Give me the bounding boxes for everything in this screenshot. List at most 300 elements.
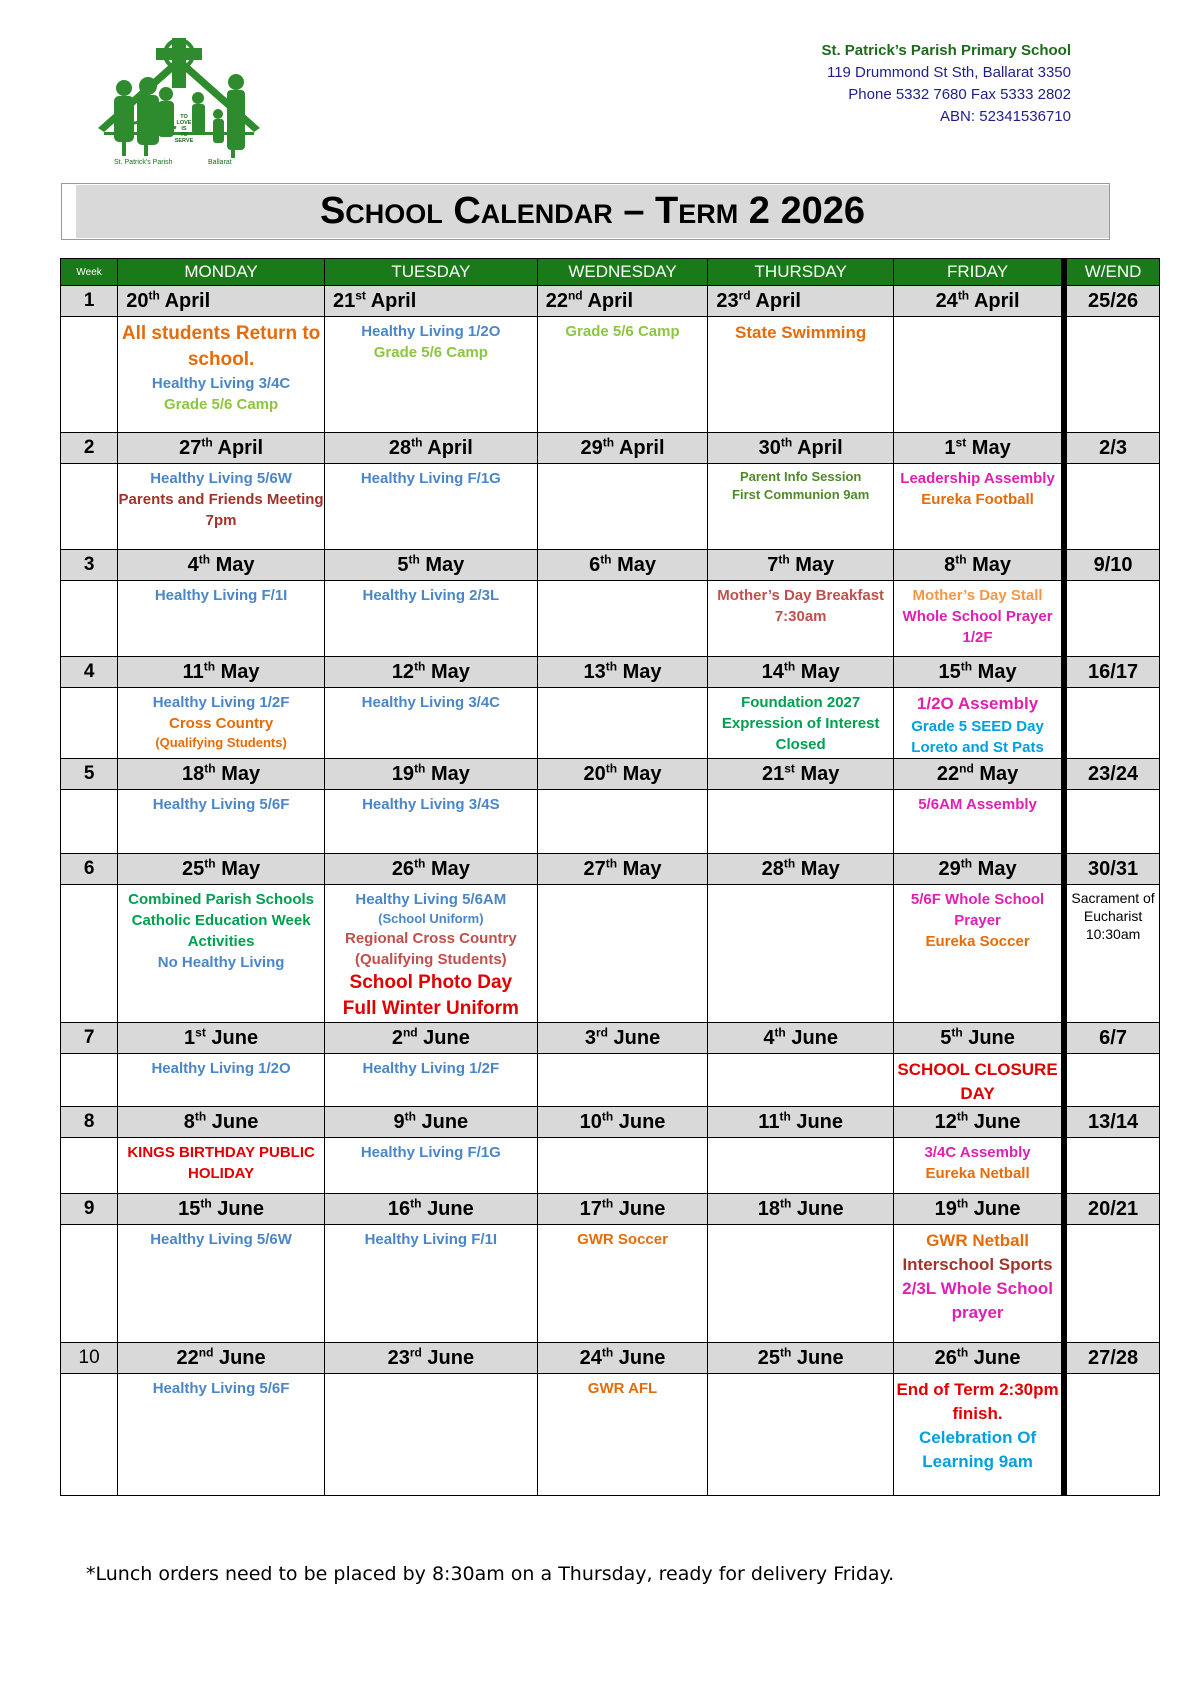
day-date — [118, 854, 325, 885]
events-cell — [1064, 1374, 1159, 1496]
day-date — [537, 1194, 708, 1225]
day-month: June — [423, 1026, 470, 1049]
day-suffix: th — [605, 658, 618, 673]
events-cell — [118, 1225, 325, 1343]
day-number: 4 — [763, 1026, 775, 1049]
day-date — [894, 433, 1065, 464]
weekend-dates: 20/21 — [1064, 1194, 1159, 1225]
calendar-event: Healthy Living 3/4C — [151, 375, 291, 392]
events-cell — [324, 885, 537, 1023]
day-date — [537, 1023, 708, 1054]
events-cell — [324, 464, 537, 550]
day-month: June — [973, 1197, 1021, 1220]
calendar-event: (School Uniform) — [378, 911, 484, 926]
events-cell — [894, 317, 1065, 433]
calendar-event: Grade 5 SEED Day Loreto and St Pats — [911, 718, 1044, 756]
calendar-event: 5/6F Whole School Prayer — [910, 891, 1045, 929]
events-cell — [1064, 581, 1159, 657]
day-month: May — [221, 857, 261, 880]
week-number: 2 — [61, 433, 118, 464]
day-number: 23 — [716, 289, 739, 312]
events-cell — [894, 1374, 1065, 1496]
day-number: 11 — [182, 660, 204, 683]
calendar-event: Healthy Living 5/6F — [152, 1380, 290, 1397]
day-number: 27 — [583, 857, 606, 880]
day-number: 15 — [178, 1197, 201, 1220]
date-row — [61, 854, 1160, 885]
week-number: 7 — [61, 1023, 118, 1054]
week-spacer — [61, 317, 118, 433]
weekend-dates: 25/26 — [1064, 286, 1159, 317]
weekend-dates: 9/10 — [1064, 550, 1159, 581]
school-name: St. Patrick’s Parish Primary School — [821, 42, 1071, 59]
day-number: 24 — [579, 1346, 602, 1369]
day-month: May — [800, 857, 840, 880]
events-cell — [1064, 1138, 1159, 1194]
day-suffix: st — [355, 287, 366, 302]
day-number: 7 — [767, 553, 779, 576]
calendar-event: GWR AFL — [587, 1380, 658, 1397]
week-number: 4 — [61, 657, 118, 688]
calendar-event: Cross Country — [168, 715, 274, 732]
events-cell — [118, 581, 325, 657]
day-suffix: th — [780, 1195, 792, 1210]
day-month: April — [755, 289, 801, 312]
date-row — [61, 550, 1160, 581]
day-month: May — [977, 857, 1017, 880]
day-date — [537, 1343, 708, 1374]
logo-motto-3: IS — [181, 126, 187, 132]
day-month: May — [430, 660, 470, 683]
day-month: June — [973, 1110, 1021, 1133]
day-number: 25 — [182, 857, 205, 880]
events-row — [61, 317, 1160, 433]
day-month: June — [218, 1346, 266, 1369]
logo-motto-1: TO — [180, 114, 188, 120]
day-month: June — [217, 1197, 264, 1220]
day-number: 12 — [934, 1110, 957, 1133]
day-date — [708, 759, 894, 790]
day-month: May — [977, 660, 1017, 683]
day-number: 30 — [758, 436, 781, 459]
day-suffix: nd — [567, 287, 583, 302]
events-cell — [708, 885, 894, 1023]
day-suffix: nd — [959, 760, 974, 775]
events-cell — [118, 317, 325, 433]
day-suffix: th — [408, 551, 420, 566]
day-month: June — [211, 1026, 259, 1049]
day-suffix: th — [605, 855, 618, 870]
day-suffix: th — [780, 434, 793, 449]
day-month: June — [618, 1346, 666, 1369]
day-number: 3 — [584, 1026, 596, 1049]
day-number: 22 — [176, 1346, 199, 1369]
day-date — [708, 1194, 894, 1225]
day-suffix: th — [601, 1344, 614, 1359]
day-date — [537, 657, 708, 688]
day-date — [324, 759, 537, 790]
day-suffix: th — [411, 434, 423, 449]
events-cell — [894, 885, 1065, 1023]
events-cell — [537, 317, 708, 433]
day-number: 11 — [758, 1110, 780, 1133]
calendar-event: Healthy Living 5/6W — [150, 470, 292, 487]
events-cell — [1064, 790, 1159, 854]
day-suffix: th — [955, 551, 967, 566]
weekend-dates: 6/7 — [1064, 1023, 1159, 1054]
events-cell — [118, 1054, 325, 1107]
events-cell — [1064, 317, 1159, 433]
day-suffix: th — [414, 658, 426, 673]
calendar-event: Healthy Living F/1I — [364, 1231, 498, 1248]
day-suffix: th — [200, 1195, 212, 1210]
day-date — [118, 1023, 325, 1054]
school-phone: Phone 5332 7680 Fax 5333 2802 — [848, 86, 1071, 103]
weekend-dates: 23/24 — [1064, 759, 1159, 790]
events-cell — [118, 1138, 325, 1194]
day-date — [324, 286, 537, 317]
calendar-event: 5/6AM Assembly — [918, 796, 1037, 813]
day-suffix: st — [195, 1024, 206, 1039]
calendar-event: Mother’s Day Breakfast 7:30am — [717, 587, 885, 625]
day-date — [537, 854, 708, 885]
day-suffix: th — [203, 658, 216, 673]
calendar-event: Foundation 2027 Expression of Interest Closed — [721, 694, 880, 753]
calendar-event: State Swimming — [735, 323, 867, 342]
day-suffix: th — [779, 1108, 791, 1123]
events-cell — [708, 1225, 894, 1343]
day-suffix: th — [960, 658, 973, 673]
day-month: April — [217, 436, 264, 459]
day-date — [894, 759, 1065, 790]
school-logo — [86, 36, 272, 171]
date-row — [61, 759, 1160, 790]
events-cell — [1064, 1225, 1159, 1343]
day-date — [708, 1343, 894, 1374]
day-number: 9 — [393, 1110, 405, 1133]
calendar-event: All students Return to school. — [121, 323, 321, 370]
calendar-event: Celebration Of Learning 9am — [918, 1428, 1037, 1471]
day-suffix: rd — [595, 1024, 608, 1039]
events-cell — [324, 1225, 537, 1343]
week-spacer — [61, 1374, 118, 1496]
events-cell — [708, 688, 894, 759]
header-week: Week — [61, 259, 118, 286]
day-number: 23 — [387, 1346, 410, 1369]
calendar-event: Parent Info Session — [739, 469, 862, 484]
day-date — [537, 1107, 708, 1138]
date-row — [61, 286, 1160, 317]
day-month: June — [427, 1197, 474, 1220]
day-date — [708, 550, 894, 581]
day-suffix: th — [956, 1195, 969, 1210]
logo-motto-5: SERVE — [174, 138, 194, 144]
day-suffix: th — [201, 434, 213, 449]
events-cell — [894, 464, 1065, 550]
events-cell — [537, 581, 708, 657]
day-suffix: st — [784, 760, 795, 775]
day-date — [324, 1023, 537, 1054]
day-number: 20 — [126, 289, 149, 312]
day-date — [708, 1107, 894, 1138]
day-number: 5 — [397, 553, 409, 576]
day-suffix: th — [601, 1195, 614, 1210]
day-number: 4 — [187, 553, 199, 576]
day-suffix: th — [204, 855, 216, 870]
events-cell — [894, 581, 1065, 657]
day-number: 21 — [761, 762, 785, 785]
calendar-event: Whole School Prayer 1/2F — [902, 608, 1053, 646]
day-suffix: th — [198, 551, 211, 566]
day-suffix: th — [951, 1024, 963, 1039]
events-cell — [1064, 1054, 1159, 1107]
day-date — [537, 433, 708, 464]
day-suffix: th — [410, 1195, 422, 1210]
events-cell — [708, 1138, 894, 1194]
date-row — [61, 433, 1160, 464]
day-date — [894, 550, 1065, 581]
events-cell — [324, 790, 537, 854]
events-row — [61, 790, 1160, 854]
calendar-event: Healthy Living 1/2F — [152, 694, 290, 711]
day-number: 26 — [391, 857, 415, 880]
week-number: 3 — [61, 550, 118, 581]
date-row — [61, 1343, 1160, 1374]
day-number: 13 — [583, 660, 606, 683]
day-month: April — [370, 289, 417, 312]
logo-motto-4: TO — [180, 132, 188, 138]
events-cell — [118, 1374, 325, 1496]
day-date — [894, 286, 1065, 317]
calendar-event: Parents and Friends Meeting 7pm — [118, 491, 324, 529]
day-month: May — [795, 553, 835, 576]
day-date — [324, 433, 537, 464]
day-number: 8 — [183, 1110, 195, 1133]
events-cell — [324, 1138, 537, 1194]
day-number: 22 — [545, 289, 568, 312]
weekend-dates: 2/3 — [1064, 433, 1159, 464]
logo-motto-2: LOVE — [176, 120, 192, 126]
day-month: April — [618, 436, 665, 459]
day-month: June — [421, 1110, 469, 1133]
calendar-event: Combined Parish Schools Catholic Education Week Activities — [128, 891, 315, 950]
day-month: May — [425, 553, 465, 576]
day-date — [894, 1343, 1065, 1374]
calendar-event: Eureka Football — [921, 491, 1034, 508]
day-date — [894, 657, 1065, 688]
calendar-event: Healthy Living 5/6F — [152, 796, 290, 813]
day-suffix: nd — [402, 1024, 418, 1039]
day-suffix: th — [204, 760, 216, 775]
day-number: 29 — [580, 436, 603, 459]
calendar-event: Healthy Living 1/2O — [151, 1060, 291, 1077]
day-date — [118, 1194, 325, 1225]
calendar-event: SCHOOL CLOSURE DAY — [897, 1060, 1058, 1103]
day-date — [708, 1023, 894, 1054]
day-date — [118, 550, 325, 581]
calendar-event: Grade 5/6 Camp — [565, 323, 680, 340]
calendar-event: Eureka Netball — [925, 1165, 1030, 1182]
events-cell — [537, 790, 708, 854]
day-number: 18 — [757, 1197, 780, 1220]
date-row — [61, 1023, 1160, 1054]
events-cell — [1064, 885, 1159, 1023]
footnote: *Lunch orders need to be placed by 8:30am on a Thursday, ready for delivery Friday. — [86, 1563, 895, 1585]
day-number: 2 — [391, 1026, 403, 1049]
day-month: May — [622, 857, 662, 880]
header-row — [61, 259, 1160, 286]
calendar-event: Healthy Living 3/4S — [362, 796, 500, 813]
week-spacer — [61, 581, 118, 657]
events-row — [61, 1138, 1160, 1194]
calendar-event: 2/3L Whole School prayer — [902, 1279, 1053, 1322]
weekend-dates: 16/17 — [1064, 657, 1159, 688]
events-cell — [118, 790, 325, 854]
weekend-dates: 13/14 — [1064, 1107, 1159, 1138]
events-row — [61, 1374, 1160, 1496]
day-date — [118, 1107, 325, 1138]
events-cell — [1064, 688, 1159, 759]
calendar-event: 1/2O Assembly — [916, 694, 1039, 713]
day-date — [324, 1194, 537, 1225]
week-number: 1 — [61, 286, 118, 317]
day-suffix: th — [414, 855, 426, 870]
day-suffix: rd — [738, 287, 751, 302]
events-cell — [894, 1138, 1065, 1194]
day-month: May — [622, 762, 662, 785]
date-row — [61, 1107, 1160, 1138]
events-cell — [894, 1225, 1065, 1343]
events-row — [61, 1054, 1160, 1107]
day-number: 1 — [184, 1026, 196, 1049]
day-month: June — [796, 1110, 844, 1133]
school-abn: ABN: 52341536710 — [940, 108, 1071, 125]
day-number: 29 — [938, 857, 961, 880]
calendar-event: Healthy Living 3/4C — [361, 694, 501, 711]
calendar-event: Grade 5/6 Camp — [163, 396, 279, 413]
day-suffix: nd — [198, 1344, 214, 1359]
day-month: May — [622, 660, 662, 683]
week-spacer — [61, 1138, 118, 1194]
day-month: June — [796, 1197, 844, 1220]
day-date — [894, 854, 1065, 885]
day-month: June — [211, 1110, 259, 1133]
day-suffix: th — [956, 1344, 969, 1359]
day-month: May — [800, 762, 840, 785]
day-month: June — [796, 1346, 844, 1369]
events-row — [61, 464, 1160, 550]
day-date — [894, 1194, 1065, 1225]
week-spacer — [61, 885, 118, 1023]
calendar-event: Interschool Sports — [902, 1255, 1053, 1274]
day-date — [537, 286, 708, 317]
events-row — [61, 885, 1160, 1023]
day-number: 17 — [579, 1197, 602, 1220]
events-cell — [324, 317, 537, 433]
calendar-event: End of Term 2:30pm finish. — [896, 1380, 1059, 1423]
week-number: 9 — [61, 1194, 118, 1225]
day-suffix: th — [194, 1108, 207, 1123]
header-wednesday: WEDNESDAY — [537, 259, 708, 286]
school-contact-block — [821, 40, 1071, 128]
day-suffix: th — [600, 551, 612, 566]
weekend-dates: 27/28 — [1064, 1343, 1159, 1374]
day-number: 12 — [391, 660, 415, 683]
events-row — [61, 688, 1160, 759]
events-cell — [118, 688, 325, 759]
day-month: April — [587, 289, 634, 312]
day-date — [118, 759, 325, 790]
calendar-table — [60, 258, 1160, 1496]
events-cell — [118, 464, 325, 550]
day-date — [708, 286, 894, 317]
events-cell — [537, 1138, 708, 1194]
day-month: June — [791, 1026, 839, 1049]
week-number: 10 — [61, 1343, 118, 1374]
events-cell — [537, 464, 708, 550]
day-date — [708, 433, 894, 464]
calendar-event: Healthy Living 5/6W — [150, 1231, 292, 1248]
day-number: 20 — [583, 762, 606, 785]
day-number: 21 — [332, 289, 356, 312]
day-suffix: th — [774, 1024, 786, 1039]
events-cell — [708, 581, 894, 657]
week-spacer — [61, 790, 118, 854]
events-row — [61, 1225, 1160, 1343]
title-banner-fill — [76, 185, 1109, 238]
events-cell — [894, 688, 1065, 759]
day-date — [537, 550, 708, 581]
day-month: May — [215, 553, 255, 576]
events-cell — [537, 1374, 708, 1496]
day-number: 15 — [938, 660, 961, 683]
day-number: 25 — [757, 1346, 780, 1369]
calendar-event: GWR Netball — [926, 1231, 1030, 1250]
header-friday: FRIDAY — [894, 259, 1065, 286]
weekend-dates: 30/31 — [1064, 854, 1159, 885]
day-suffix: th — [602, 434, 615, 449]
day-number: 19 — [391, 762, 415, 785]
week-spacer — [61, 688, 118, 759]
day-number: 26 — [934, 1346, 957, 1369]
logo-caption-right: Ballarat — [208, 159, 232, 166]
header-monday: MONDAY — [118, 259, 325, 286]
day-number: 10 — [579, 1110, 602, 1133]
calendar-event: Healthy Living 2/3L — [362, 587, 500, 604]
calendar-event: Healthy Living F/1G — [360, 470, 501, 487]
calendar-event: 3/4C Assembly — [924, 1144, 1031, 1161]
calendar-event: GWR Soccer — [577, 1231, 668, 1248]
date-row — [61, 1194, 1160, 1225]
week-spacer — [61, 1225, 118, 1343]
events-cell — [324, 1374, 537, 1496]
calendar-event: Healthy Living F/1I — [154, 587, 288, 604]
day-suffix: th — [605, 760, 618, 775]
header-thursday: THURSDAY — [708, 259, 894, 286]
events-cell — [118, 885, 325, 1023]
day-date — [324, 657, 537, 688]
day-month: May — [979, 762, 1019, 785]
day-month: April — [797, 436, 843, 459]
school-address: 119 Drummond St Sth, Ballarat 3350 — [826, 64, 1071, 81]
day-date — [537, 759, 708, 790]
day-suffix: th — [404, 1108, 416, 1123]
day-month: June — [618, 1197, 666, 1220]
day-suffix: th — [783, 855, 796, 870]
day-date — [324, 550, 537, 581]
day-month: May — [800, 660, 840, 683]
day-number: 19 — [934, 1197, 957, 1220]
